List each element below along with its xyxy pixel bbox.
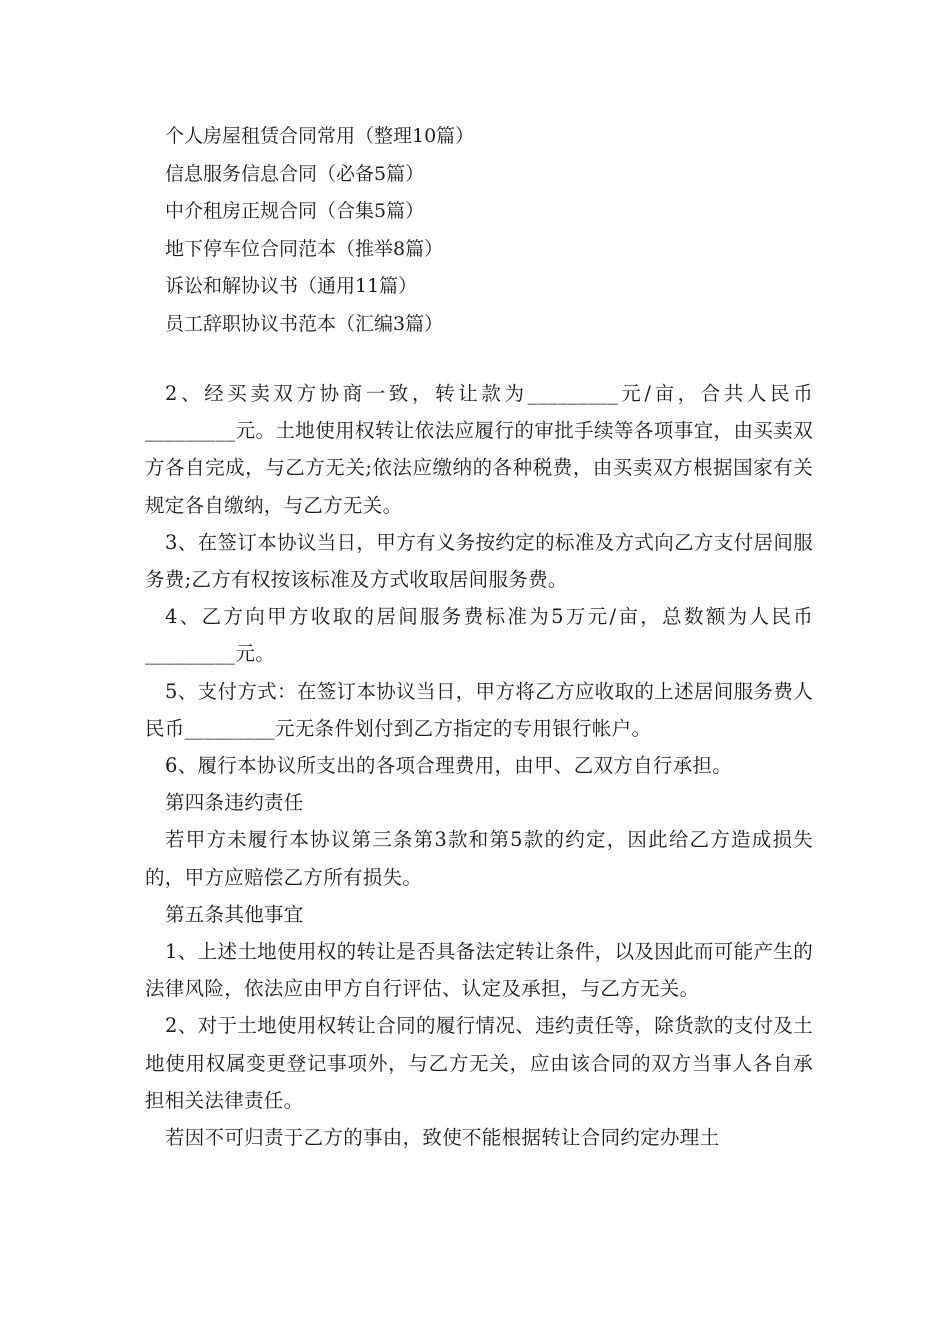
clause-paragraph: 2、对于土地使用权转让合同的履行情况、违约责任等，除货款的支付及土地使用权属变更登记事项外，与乙方无关，应由该合同的双方当事人各自承担相关法律责任。 [145,1014,813,1112]
contract-body [145,375,813,1156]
related-links-list [165,118,805,343]
related-link[interactable]: 员工辞职协议书范本（汇编3篇） [165,312,444,335]
related-link[interactable]: 诉讼和解协议书（通用11篇） [165,275,418,297]
related-link[interactable]: 信息服务信息合同（必备5篇） [165,162,425,185]
related-link[interactable]: 地下停车位合同范本（推举8篇） [165,237,444,260]
clause-paragraph: 若甲方未履行本协议第三条第3款和第5款的约定，因此给乙方造成损失的，甲方应赔偿乙方所有损失。 [145,828,813,889]
clause-paragraph: 6、履行本协议所支出的各项合理费用，由甲、乙双方自行承担。 [165,754,733,778]
related-link[interactable]: 中介租房正规合同（合集5篇） [165,200,425,222]
related-link[interactable]: 个人房屋租赁合同常用（整理10篇） [165,125,475,147]
clause-paragraph: 4、乙方向甲方收取的居间服务费标准为5万元/亩，总数额为人民币_________元。 [145,605,813,666]
clause-paragraph: 3、在签订本协议当日，甲方有义务按约定的标准及方式向乙方支付居间服务费;乙方有权按该标准及方式收取居间服务费。 [145,530,813,592]
clause-paragraph: 1、上述土地使用权的转让是否具备法定转让条件，以及因此而可能产生的法律风险，依法应由甲方自行评估、认定及承担，与乙方无关。 [145,940,813,1001]
clause-paragraph: 5、支付方式：在签订本协议当日，甲方将乙方应收取的上述居间服务费人民币_________元无条件划付到乙方指定的专用银行帐户。 [145,679,813,740]
clause-paragraph: 2、经买卖双方协商一致，转让款为_________元/亩，合共人民币_________元。土地使用权转让依法应履行的审批手续等各项事宜，由买卖双方各自完成，与乙方无关;依法应缴纳的各种税费，由买卖双方根据国家有关规定各自缴纳，与乙方无关。 [145,382,813,517]
section-heading: 第五条其他事宜 [165,902,304,926]
clause-paragraph: 若因不可归责于乙方的事由，致使不能根据转让合同约定办理土 [165,1126,720,1150]
section-heading: 第四条违约责任 [165,791,304,815]
